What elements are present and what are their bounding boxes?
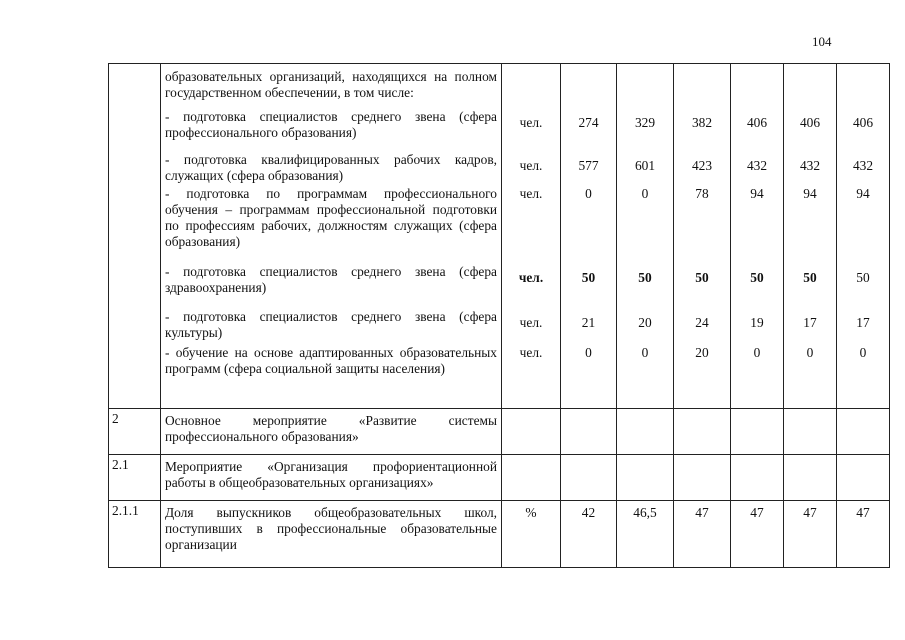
cell-value: 577 (578, 158, 599, 173)
cell-value: 406 (746, 115, 768, 130)
cell-value: 20 (638, 315, 652, 330)
cell-value: 20 (695, 345, 709, 360)
value-col-2 (617, 64, 674, 409)
page-number: 104 (812, 34, 832, 49)
cell-value: 17 (856, 315, 870, 330)
num-cell: 2.1.1 (109, 501, 161, 568)
value-col-3 (674, 64, 731, 409)
cell-value: 0 (859, 345, 867, 360)
unit-value: чел. (519, 345, 543, 360)
desc-line: - подготовка специалистов среднего звена (сфера профессионального образования) (165, 109, 497, 140)
cell-value: 0 (585, 186, 592, 201)
cell-value: 50 (695, 270, 709, 285)
cell-value: 432 (799, 158, 821, 173)
num-cell (109, 64, 161, 409)
value-col-4 (731, 64, 784, 409)
description-cell: Доля выпускников общеобразовательных школ, поступивших в профессиональные образовательные организации (161, 501, 502, 568)
value-col-6 (837, 64, 890, 409)
num-cell: 2.1 (109, 455, 161, 501)
table-row-2-1-1 (109, 501, 890, 568)
cell-value: 24 (695, 315, 709, 330)
unit-value: чел. (519, 158, 543, 173)
cell-value: 94 (750, 186, 764, 201)
cell-value: 50 (856, 270, 870, 285)
cell-value: 94 (856, 186, 870, 201)
cell-value: 423 (691, 158, 713, 173)
table-row-block1 (109, 64, 890, 409)
cell-value: 50 (581, 270, 596, 285)
table-row-2 (109, 409, 890, 455)
unit-value: чел. (519, 115, 543, 130)
cell-value: 21 (581, 315, 596, 330)
cell-value: 382 (691, 115, 713, 130)
unit-value: % (502, 501, 561, 568)
cell-value: 0 (753, 345, 761, 360)
cell-value: 274 (578, 115, 599, 130)
unit-value: чел. (518, 270, 544, 285)
cell-value: 0 (641, 186, 649, 201)
cell-value: 17 (803, 315, 817, 330)
cell-value: 47 (784, 501, 837, 568)
description-cell (161, 64, 502, 409)
unit-value: чел. (519, 186, 543, 201)
cell-value: 601 (634, 158, 656, 173)
desc-line: образовательных организаций, находящихся на полном государственном обеспечении, в том числе: (165, 69, 497, 100)
unit-cell (502, 64, 561, 409)
description-cell: Мероприятие «Организация профориентационной работы в общеобразовательных организациях» (161, 455, 502, 501)
cell-value: 47 (837, 501, 890, 568)
cell-value: 0 (806, 345, 814, 360)
cell-value: 406 (799, 115, 821, 130)
data-table (108, 63, 890, 568)
cell-value: 47 (731, 501, 784, 568)
cell-value: 19 (750, 315, 764, 330)
cell-value: 406 (852, 115, 874, 130)
desc-line: - подготовка специалистов среднего звена (сфера здравоохранения) (165, 264, 497, 295)
cell-value: 329 (634, 115, 656, 130)
desc-line: - подготовка специалистов среднего звена (сфера культуры) (165, 309, 497, 340)
cell-value: 0 (585, 345, 592, 360)
cell-value: 432 (852, 158, 874, 173)
cell-value: 42 (561, 501, 617, 568)
cell-value: 50 (803, 270, 817, 285)
value-col-5 (784, 64, 837, 409)
desc-line: - подготовка квалифицированных рабочих кадров, служащих (сфера образования) (165, 152, 497, 183)
desc-line: - подготовка по программам профессионального обучения – программам профессиональной подготовки по профессиям рабочих, должностям служащих (сфера образования) (165, 186, 497, 249)
cell-value: 47 (674, 501, 731, 568)
num-cell: 2 (109, 409, 161, 455)
table-row-2-1 (109, 455, 890, 501)
value-col-1 (561, 64, 617, 409)
unit-value: чел. (519, 315, 543, 330)
description-cell: Основное мероприятие «Развитие системы профессионального образования» (161, 409, 502, 455)
cell-value: 46,5 (617, 501, 674, 568)
cell-value: 94 (803, 186, 817, 201)
cell-value: 432 (746, 158, 768, 173)
cell-value: 0 (641, 345, 649, 360)
cell-value: 50 (750, 270, 764, 285)
desc-line: - обучение на основе адаптированных образовательных программ (сфера социальной защиты населения) (165, 345, 497, 376)
cell-value: 50 (638, 270, 652, 285)
cell-value: 78 (695, 186, 709, 201)
